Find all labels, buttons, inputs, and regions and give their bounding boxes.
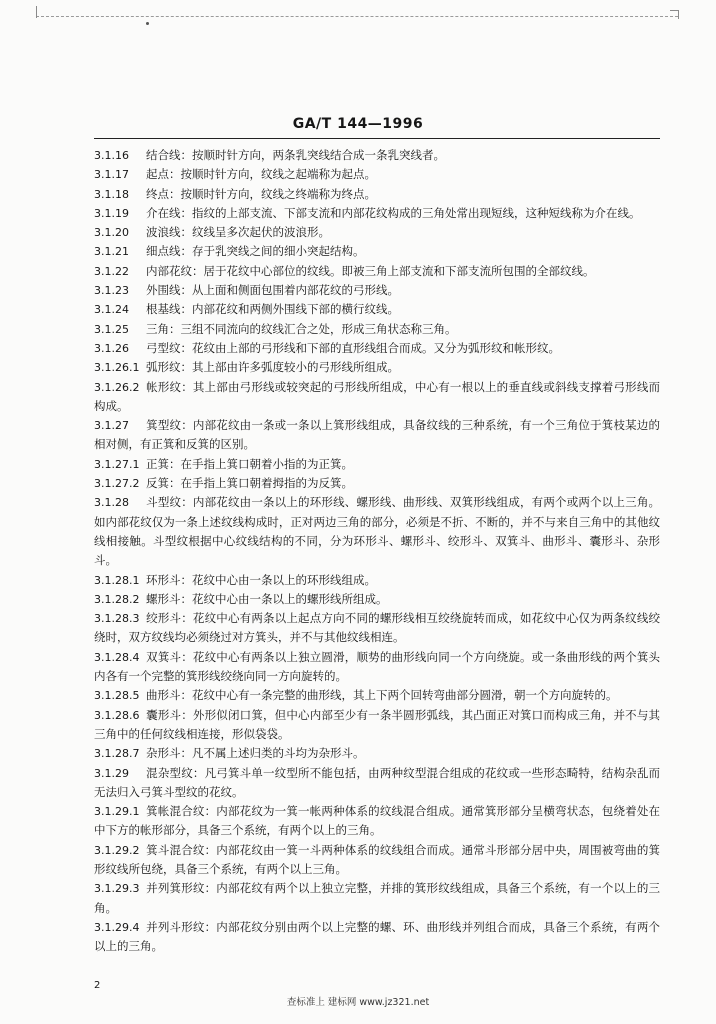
clause-text: 终点：按顺时针方向，纹线之终端称为终点。 bbox=[146, 186, 376, 201]
clause-3-1-29 bbox=[94, 764, 660, 803]
clause-text: 环形斗：花纹中心由一条以上的环形线组成。 bbox=[146, 572, 376, 587]
scan-corner-mark bbox=[670, 10, 679, 19]
clause-text: 正箕：在手指上箕口朝着小指的为正箕。 bbox=[146, 456, 353, 471]
clause-number: 3.1.27.1 bbox=[94, 457, 140, 471]
clause-number: 3.1.22 bbox=[94, 264, 129, 278]
clause-number: 3.1.27.2 bbox=[94, 477, 140, 491]
clause-number: 3.1.25 bbox=[94, 322, 129, 336]
clause-text: 囊形斗：外形似闭口箕，但中心内部至少有一条半圆形弧线，其凸面正对箕口而构成三角，并不与其三角中的任何纹线相连接，形似袋袋。 bbox=[94, 707, 660, 741]
clause-3-1-25 bbox=[94, 320, 660, 339]
clause-text: 三角：三组不同流向的纹线汇合之处，形成三角状态称三角。 bbox=[146, 321, 457, 336]
clause-3-1-16 bbox=[94, 146, 660, 165]
clause-3-1-28-2 bbox=[94, 590, 660, 609]
clause-number: 3.1.29.3 bbox=[94, 882, 140, 896]
clause-number: 3.1.16 bbox=[94, 149, 129, 162]
clause-3-1-26-2 bbox=[94, 378, 660, 417]
clause-text: 结合线：按顺时针方向，两条乳突线结合成一条乳突线者。 bbox=[146, 148, 445, 162]
clause-text: 曲形斗：花纹中心有一条完整的曲形线，其上下两个回转弯曲部分圆滑，朝一个方向旋转的。 bbox=[146, 688, 618, 703]
clause-text: 箕型纹：内部花纹由一条或一条以上箕形线组成，具备纹线的三种系统，有一个三角位于箕枝某边的相对侧，有正箕和反箕的区别。 bbox=[94, 418, 660, 452]
clause-3-1-27-2 bbox=[94, 474, 660, 493]
clause-text: 箕斗混合纹：内部花纹由一箕一斗两种体系的纹线组合而成。通常斗形部分居中央，周围被弯曲的箕形纹线所包绕，具备三个系统，有两个以上三角。 bbox=[94, 842, 660, 876]
clause-3-1-27 bbox=[94, 416, 660, 455]
clause-number: 3.1.27 bbox=[94, 419, 129, 433]
clause-text: 弓型纹：花纹由上部的弓形线和下部的直形线组合而成。又分为弧形纹和帐形纹。 bbox=[146, 340, 560, 355]
clause-text: 绞形斗：花纹中心有两条以上起点方向不同的螺形线相互绞绕旋转而成，如花纹中心仅为两条纹线绞绕时，双方纹线均必须绕过对方箕头，并不与其他纹线相连。 bbox=[94, 611, 660, 645]
clause-text: 双箕斗：花纹中心有两条以上独立圆滑，顺势的曲形线向同一个方向绕旋。或一条曲形线的两个箕头内各有一个完整的箕形线绞绕向同一方向旋转的。 bbox=[94, 649, 660, 684]
clause-text: 波浪线：纹线呈多次起伏的波浪形。 bbox=[146, 225, 330, 240]
clause-text: 杂形斗：凡不属上述归类的斗均为杂形斗。 bbox=[146, 746, 365, 761]
clause-3-1-23 bbox=[94, 281, 660, 300]
clause-text: 弧形纹：其上部由许多弧度较小的弓形线所组成。 bbox=[146, 360, 399, 375]
clause-text: 箕帐混合纹：内部花纹为一箕一帐两种体系的纹线混合组成。通常箕形部分呈横弯状态，包绕着处在中下方的帐形部分，具备三个系统，有两个以上的三角。 bbox=[94, 804, 660, 838]
clause-3-1-18 bbox=[94, 185, 660, 204]
clause-3-1-17 bbox=[94, 165, 660, 184]
clause-text: 反箕：在手指上箕口朝着拇指的为反箕。 bbox=[146, 476, 353, 491]
clause-number: 3.1.28.7 bbox=[94, 747, 140, 761]
scan-speck bbox=[146, 22, 149, 25]
clause-3-1-19 bbox=[94, 204, 660, 223]
clause-text: 混杂型纹：凡弓箕斗单一纹型所不能包括，由两种纹型混合组成的花纹或一些形态畸特，结构杂乱而无法归入弓箕斗型纹的花纹。 bbox=[94, 765, 660, 799]
clause-number: 3.1.28.2 bbox=[94, 592, 140, 606]
clause-3-1-29-4 bbox=[94, 918, 660, 957]
clause-3-1-29-1 bbox=[94, 802, 660, 841]
clause-3-1-29-3 bbox=[94, 879, 660, 918]
clause-3-1-28 bbox=[94, 493, 660, 570]
clause-number: 3.1.19 bbox=[94, 206, 129, 220]
footer-watermark: 查标准上 建标网 www.jz321.net bbox=[286, 997, 430, 1008]
clause-number: 3.1.17 bbox=[94, 168, 129, 182]
clause-number: 3.1.21 bbox=[94, 245, 129, 259]
clause-number: 3.1.26.2 bbox=[94, 380, 140, 394]
standard-code-header: GA/T 144—1996 bbox=[292, 116, 424, 132]
page-number: 2 bbox=[94, 980, 101, 991]
clause-3-1-28-1 bbox=[94, 571, 660, 590]
clause-number: 3.1.29.2 bbox=[94, 843, 140, 857]
clause-text: 介在线：指纹的上部支流、下部支流和内部花纹构成的三角处常出现短线，这种短线称为介在线。 bbox=[146, 205, 641, 220]
clause-number: 3.1.28.5 bbox=[94, 689, 140, 703]
clause-number: 3.1.20 bbox=[94, 226, 129, 240]
clause-number: 3.1.24 bbox=[94, 303, 129, 317]
clause-3-1-29-2 bbox=[94, 841, 660, 880]
clause-text: 螺形斗：花纹中心由一条以上的螺形线所组成。 bbox=[146, 591, 388, 606]
clause-number: 3.1.26.1 bbox=[94, 361, 140, 375]
clause-3-1-24 bbox=[94, 300, 660, 319]
clause-number: 3.1.28.6 bbox=[94, 708, 140, 722]
clause-3-1-28-6 bbox=[94, 706, 660, 745]
clause-3-1-20 bbox=[94, 223, 660, 242]
clause-number: 3.1.28.3 bbox=[94, 612, 140, 626]
clause-text: 起点：按顺时针方向，纹线之起端称为起点。 bbox=[146, 167, 376, 182]
scan-border-top bbox=[36, 16, 678, 17]
clause-3-1-27-1 bbox=[94, 455, 660, 474]
clause-text: 内部花纹：居于花纹中心部位的纹线。即被三角上部支流和下部支流所包围的全部纹线。 bbox=[146, 263, 595, 278]
clause-text: 根基线：内部花纹和两侧外围线下部的横行纹线。 bbox=[146, 302, 399, 317]
clause-number: 3.1.26 bbox=[94, 341, 129, 355]
clause-3-1-28-7 bbox=[94, 744, 660, 763]
clause-text: 并列斗形纹：内部花纹分别由两个以上完整的螺、环、曲形线并列组合而成，具备三个系统，有两个以上的三角。 bbox=[94, 919, 660, 954]
clause-text: 斗型纹：内部花纹由一条以上的环形线、螺形线、曲形线、双箕形线组成，有两个或两个以上三角。如内部花纹仅为一条上述纹线构成时，正对两边三角的部分，必须是不折、不断的，并不与来自三角中的其他纹线相接触。斗型纹根据中心纹线结构的不同，分为环形斗、螺形斗、绞形斗、双箕斗、曲形斗、囊形斗、杂形斗。 bbox=[94, 495, 660, 568]
clause-number: 3.1.28.1 bbox=[94, 573, 140, 587]
clause-3-1-26-1 bbox=[94, 358, 660, 377]
clause-text: 并列箕形纹：内部花纹有两个以上独立完整，并排的箕形纹线组成，具备三个系统，有一个以上的三角。 bbox=[94, 881, 660, 915]
clause-text: 细点线：存于乳突线之间的细小突起结构。 bbox=[146, 244, 365, 259]
document-body bbox=[94, 146, 660, 956]
clause-text: 帐形纹：其上部由弓形线或较突起的弓形线所组成，中心有一根以上的垂直线或斜线支撑着弓形线而构成。 bbox=[94, 379, 660, 413]
clause-text: 外围线：从上面和侧面包围着内部花纹的弓形线。 bbox=[146, 283, 399, 298]
clause-number: 3.1.28.4 bbox=[94, 650, 140, 664]
clause-3-1-28-3 bbox=[94, 609, 660, 648]
clause-number: 3.1.28 bbox=[94, 496, 129, 510]
clause-number: 3.1.29.1 bbox=[94, 805, 140, 819]
clause-3-1-26 bbox=[94, 339, 660, 358]
clause-number: 3.1.29.4 bbox=[94, 920, 140, 934]
clause-number: 3.1.29 bbox=[94, 766, 129, 780]
scan-border-left bbox=[36, 6, 37, 18]
clause-3-1-22 bbox=[94, 262, 660, 281]
clause-3-1-21 bbox=[94, 242, 660, 261]
clause-number: 3.1.23 bbox=[94, 284, 129, 298]
clause-number: 3.1.18 bbox=[94, 187, 129, 201]
clause-3-1-28-4 bbox=[94, 648, 660, 687]
clause-3-1-28-5 bbox=[94, 686, 660, 705]
header-rule bbox=[94, 138, 660, 139]
